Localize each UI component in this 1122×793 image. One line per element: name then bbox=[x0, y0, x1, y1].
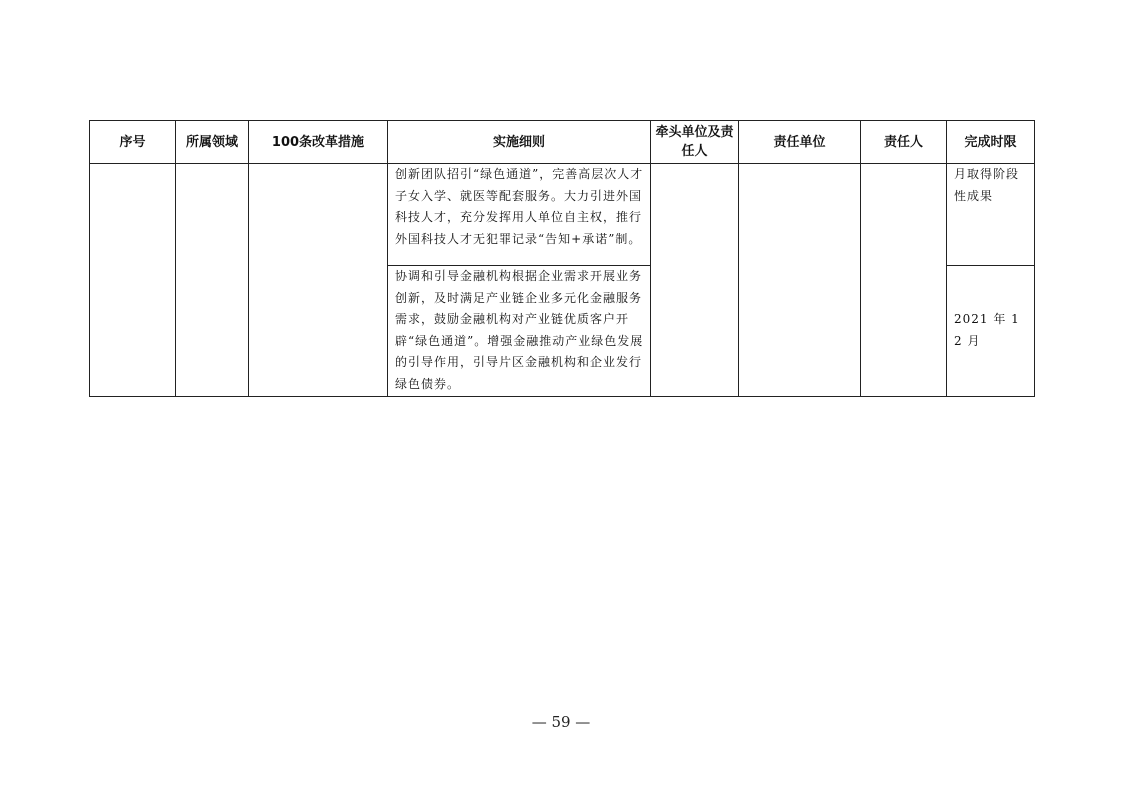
details-cell bbox=[388, 164, 651, 266]
details-text: 协调和引导金融机构根据企业需求开展业务创新，及时满足产业链企业多元化金融服务需求，鼓励金融机构对产业链优质客户开辟“绿色通道”。增强金融推动产业绿色发展的引导作用，引导片区金融机构和企业发行绿色债券。 bbox=[395, 269, 644, 391]
deadline-text: 2021 年 12 月 bbox=[954, 312, 1020, 348]
resp-unit-cell bbox=[739, 164, 861, 397]
header-resp-person: 责任人 bbox=[861, 121, 947, 164]
header-seq: 序号 bbox=[90, 121, 176, 164]
lead-unit-cell bbox=[651, 164, 739, 397]
measures-cell bbox=[249, 164, 388, 397]
header-domain: 所属领域 bbox=[176, 121, 249, 164]
deadline-text: 月取得阶段性成果 bbox=[954, 167, 1020, 203]
seq-cell bbox=[90, 164, 176, 397]
details-text: 创新团队招引“绿色通道”，完善高层次人才子女入学、就医等配套服务。大力引进外国科技人才，充分发挥用人单位自主权，推行外国科技人才无犯罪记录“告知+承诺”制。 bbox=[395, 167, 644, 246]
header-deadline: 完成时限 bbox=[947, 121, 1035, 164]
table-row bbox=[90, 164, 1035, 266]
header-measures: 100条改革措施 bbox=[249, 121, 388, 164]
page-number: — 59 — bbox=[531, 713, 591, 731]
domain-cell bbox=[176, 164, 249, 397]
header-lead-unit: 牵头单位及责任人 bbox=[651, 121, 739, 164]
deadline-cell bbox=[947, 164, 1035, 266]
header-details: 实施细则 bbox=[388, 121, 651, 164]
table-header-row bbox=[90, 121, 1035, 164]
deadline-cell bbox=[947, 266, 1035, 397]
details-cell bbox=[388, 266, 651, 397]
resp-person-cell bbox=[861, 164, 947, 397]
measures-table bbox=[89, 120, 1035, 397]
header-resp-unit: 责任单位 bbox=[739, 121, 861, 164]
